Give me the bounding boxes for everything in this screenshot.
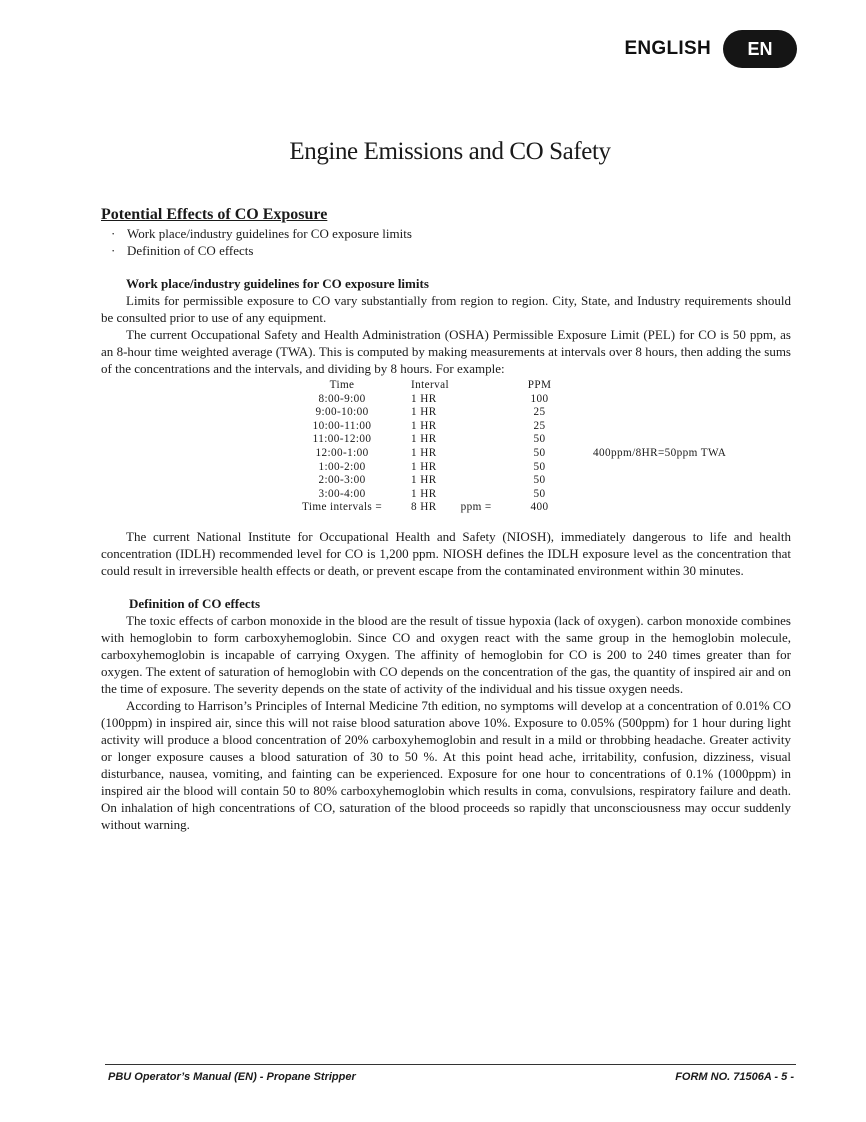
table-row — [302, 474, 726, 488]
interval-cell: 1 HR — [411, 460, 437, 473]
twa-calculation-note: 400ppm/8HR=50ppm TWA — [593, 446, 727, 459]
footer-form-number: FORM NO. 71506A - 5 - — [675, 1071, 794, 1083]
section-heading: Potential Effects of CO Exposure — [101, 206, 328, 223]
interval-cell: 1 HR — [411, 433, 437, 446]
guidelines-paragraph-2: The current Occupational Safety and Health Administration (OSHA) Permissible Exposure Limit (PEL) for CO is 50 ppm, as an 8-hour time weighted average (TWA). This is computed by making measurements at intervals over 8 hours, then adding the sums of the concentrations and the intervals, and dividing by 8 hours. For example: — [101, 327, 791, 376]
topic-list-item: · Definition of CO effects — [101, 242, 791, 259]
ppm-cell: 50 — [533, 446, 546, 459]
total-interval: 8 HR — [411, 501, 437, 514]
footer-divider — [105, 1064, 796, 1065]
effects-heading: Definition of CO effects — [129, 596, 261, 611]
topic-list — [101, 225, 791, 259]
table-row — [302, 406, 726, 420]
interval-cell: 1 HR — [411, 406, 437, 419]
interval-cell: 1 HR — [411, 419, 437, 432]
document-body — [101, 205, 791, 833]
column-header-interval: Interval — [411, 379, 450, 391]
interval-cell: 1 HR — [411, 392, 437, 405]
ppm-cell: 25 — [533, 419, 546, 432]
table-row — [302, 447, 726, 461]
time-cell: 9:00-10:00 — [315, 406, 369, 419]
language-indicator — [624, 30, 797, 68]
effects-paragraph-2: According to Harrison’s Principles of Internal Medicine 7th edition, no symptoms will develop at a concentration of 0.01% CO (100ppm) in inspired air, since this will not raise blood saturation above 10%. Exposure to 0.05% (500ppm) for 1 hour during light activity will produce a blood concentration of 20% carboxyhemoglobin and result in a mild or throbbing headache. Greater activity or longer exposure causes a blood saturation of 30 to 50 %. At this point head ache, irritability, confusion, dizziness, visual disturbance, nausea, vomiting, and fainting can be experienced. Exposure for one hour to concentrations of 0.1% (1000ppm) in inspired air the blood will contain 50 to 80% carboxyhemoglobin which results in coma, convulsions, respiratory failure and death. On inhalation of high concentrations of CO, saturation of the blood proceeds so rapidly that unconsciousness may occur suddenly without warning. — [101, 698, 791, 832]
table-row — [302, 461, 726, 475]
time-cell: 1:00-2:00 — [318, 460, 366, 473]
ppm-cell: 25 — [533, 406, 546, 419]
guidelines-paragraph-1: Limits for permissible exposure to CO vary substantially from region to region. City, State, and Industry requirements should be consulted prior to use of any equipment. — [101, 293, 791, 325]
ppm-cell: 50 — [533, 487, 546, 500]
footer-manual-title: PBU Operator’s Manual (EN) - Propane Stripper — [108, 1071, 356, 1083]
niosh-paragraph: The current National Institute for Occupational Health and Safety (NIOSH), immediately dangerous to life and health concentration (IDLH) recommended level for CO is 1,200 ppm. NIOSH defines the IDLH exposure level as the concentration that could result in irreversible health effects or death, or prevent escape from the contaminated environment within 30 minutes. — [101, 529, 791, 578]
time-cell: 11:00-12:00 — [312, 433, 372, 446]
table-row — [302, 420, 726, 434]
page-title: Engine Emissions and CO Safety — [289, 138, 611, 165]
table-totals-row — [302, 501, 726, 515]
topic-list-item: · Work place/industry guidelines for CO exposure limits — [101, 225, 791, 242]
effects-paragraph-1: The toxic effects of carbon monoxide in the blood are the result of tissue hypoxia (lack of oxygen). carbon monoxide combines with hemoglobin to form carboxyhemoglobin. Since CO and oxygen react with the same group in the hemoglobin molecule, carboxyhemoglobin is incapable of carrying Oxygen. The affinity of hemoglobin for CO is 200 to 240 times greater than for oxygen. The extent of saturation of hemoglobin with CO depends on the concentration of the gas, the quantity of inspired air and on the time of exposure. The severity depends on the state of activity of the individual and his tissue oxygen needs. — [101, 613, 791, 696]
twa-example-table — [302, 379, 726, 515]
interval-cell: 1 HR — [411, 446, 437, 459]
total-interval-cell — [382, 501, 511, 515]
time-cell: 8:00-9:00 — [318, 392, 366, 405]
total-time-label: Time intervals = — [302, 501, 383, 514]
language-code-badge: EN — [723, 30, 797, 68]
total-ppm: 400 — [530, 501, 549, 514]
column-header-ppm: PPM — [527, 379, 552, 391]
time-cell: 12:00-1:00 — [315, 446, 369, 459]
guidelines-heading: Work place/industry guidelines for CO exposure limits — [126, 276, 429, 291]
column-header-time: Time — [329, 379, 355, 391]
table-header-row — [302, 379, 726, 393]
ppm-cell: 50 — [533, 433, 546, 446]
language-label: ENGLISH — [624, 38, 711, 59]
table-row — [302, 393, 726, 407]
ppm-cell: 50 — [533, 474, 546, 487]
ppm-cell: 50 — [533, 460, 546, 473]
total-ppm-label: ppm = — [460, 501, 492, 514]
ppm-cell: 100 — [530, 392, 549, 405]
interval-cell: 1 HR — [411, 474, 437, 487]
time-cell: 2:00-3:00 — [318, 474, 366, 487]
table-row — [302, 433, 726, 447]
table-row — [302, 488, 726, 502]
time-cell: 10:00-11:00 — [312, 419, 372, 432]
interval-cell: 1 HR — [411, 487, 437, 500]
time-cell: 3:00-4:00 — [318, 487, 366, 500]
